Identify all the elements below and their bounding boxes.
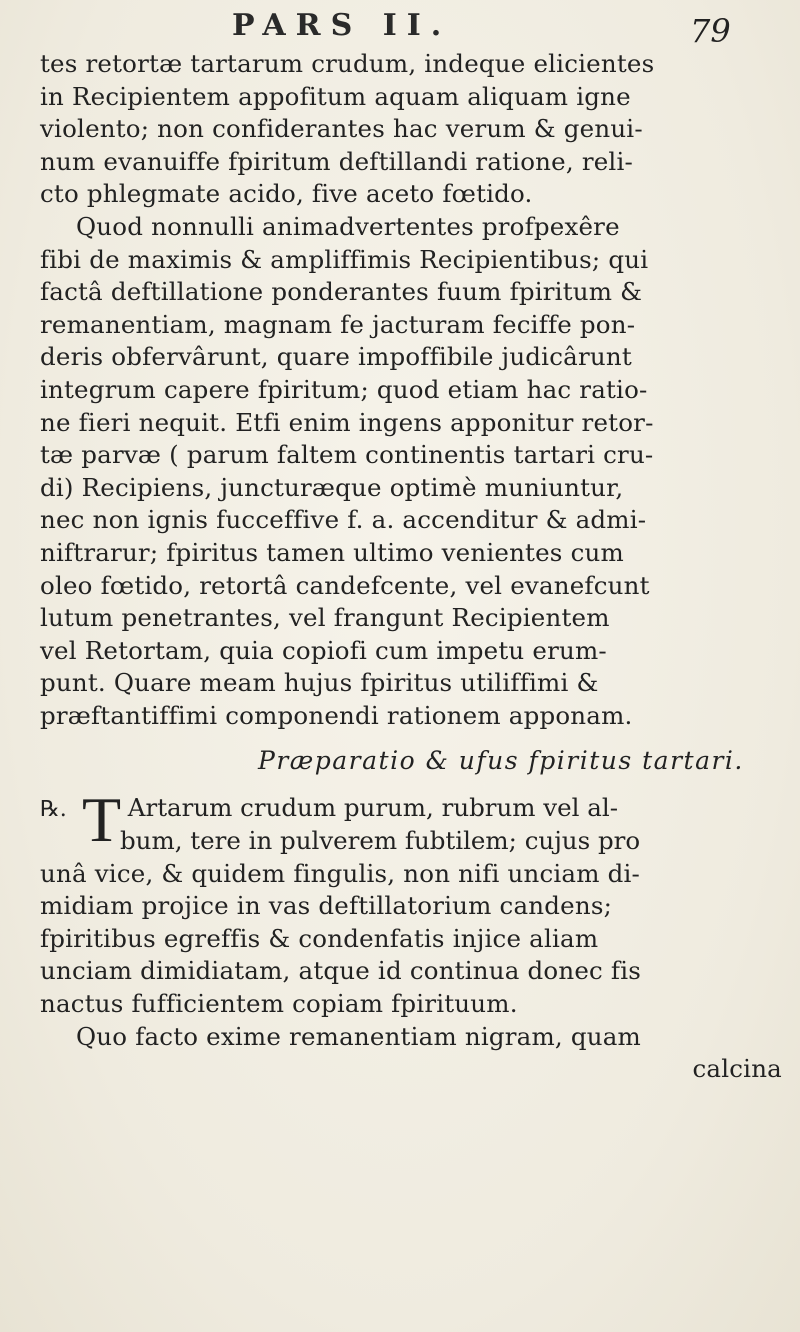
catchword: calcina	[692, 1054, 782, 1084]
paragraph-1	[40, 48, 782, 211]
text-line: violento; non confiderantes hac verum & genui-	[40, 114, 643, 144]
recipe-symbol: ℞.	[40, 797, 67, 823]
text-line: di) Recipiens, juncturæque optimè muniuntur,	[40, 472, 624, 502]
text-line: fibi de maximis & ampliffimis Recipientibus; qui	[40, 244, 649, 274]
recipe-paragraph	[40, 784, 782, 1085]
text-line: ne fieri nequit. Etfi enim ingens apponitur retor-	[40, 407, 654, 437]
text-line: remanentiam, magnam fe jacturam feciffe pon-	[40, 309, 636, 339]
text-line: tes retortæ tartarum crudum, indeque elicientes	[40, 49, 655, 78]
section-title: Præparatio & ufus fpiritus tartari.	[258, 746, 744, 776]
text-line: integrum capere fpiritum; quod etiam hac ratio-	[40, 374, 648, 404]
text-line: punt. Quare meam hujus fpiritus utiliffimi &	[40, 668, 599, 698]
text-line: Artarum crudum purum, rubrum vel al-	[127, 793, 618, 823]
page-number: 79	[690, 12, 731, 50]
text-line: midiam projice in vas deftillatorium candens;	[40, 891, 613, 921]
text-line: vel Retortam, quia copiofi cum impetu erum-	[40, 635, 607, 665]
text-line: tæ parvæ ( parum faltem continentis tartari cru-	[40, 440, 654, 470]
text-line-content: bum, tere in pulverem fubtilem; cujus pro	[120, 826, 641, 856]
text-line: cto phlegmate acido, five aceto fœtido.	[40, 179, 533, 209]
drop-cap: T	[82, 784, 122, 856]
text-line: unciam dimidiatam, atque id continua donec fis	[40, 956, 642, 986]
text-line: lutum penetrantes, vel frangunt Recipientem	[40, 603, 610, 633]
text-line: niftrarur; fpiritus tamen ultimo venientes cum	[40, 537, 624, 567]
text-line: nactus fufficientem copiam fpirituum.	[40, 989, 518, 1019]
page-header	[0, 6, 800, 50]
running-head: PARS II.	[232, 8, 452, 43]
text-line: Quod nonnulli animadvertentes profpexêre	[76, 211, 620, 241]
text-line: præftantiffimi componendi rationem apponam.	[40, 700, 633, 730]
text-line: factâ deftillatione ponderantes fuum fpiritum &	[40, 277, 643, 307]
text-line: fpiritibus egreffis & condenfatis injice aliam	[40, 923, 599, 953]
text-line: unâ vice, & quidem fingulis, non nifi unciam di-	[40, 858, 641, 888]
main-text	[40, 48, 782, 1086]
text-line: deris obfervârunt, quare impoffibile judicârunt	[40, 342, 632, 372]
text-line: Quo facto exime remanentiam nigram, quam	[76, 1021, 641, 1051]
text-line: oleo fœtido, retortâ candefcente, vel evanefcunt	[40, 570, 650, 600]
text-line: in Recipientem appofitum aquam aliquam igne	[40, 81, 631, 111]
text-line: nec non ignis fucceffive f. a. accenditur & admi-	[40, 505, 647, 535]
text-line	[40, 825, 782, 858]
text-line: num evanuiffe fpiritum deftillandi ratione, reli-	[40, 146, 633, 176]
paragraph-2	[40, 211, 782, 733]
